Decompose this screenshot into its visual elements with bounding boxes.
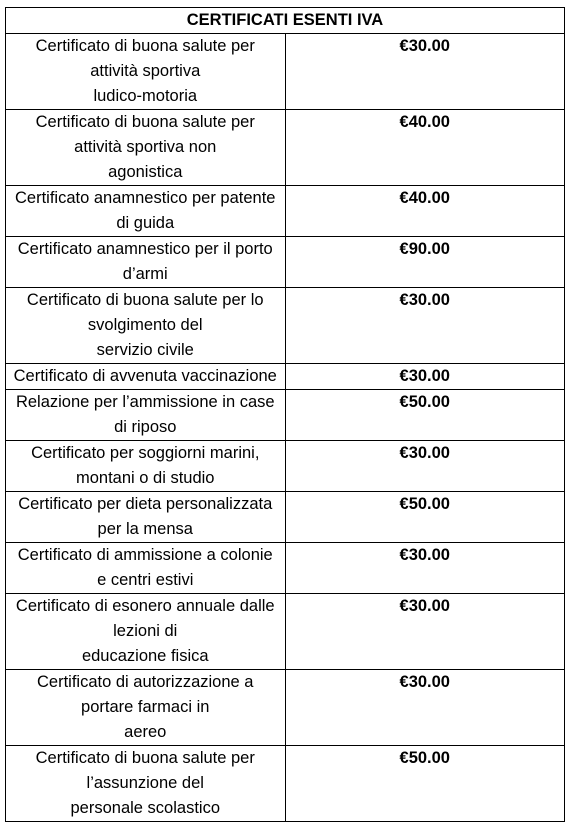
table-header-row bbox=[6, 8, 565, 34]
certificate-description bbox=[6, 594, 286, 670]
certificate-description-line: ludico-motoria bbox=[93, 87, 198, 105]
certificate-price: €90.00 bbox=[285, 237, 565, 288]
vat-exempt-certificates-table bbox=[5, 7, 565, 822]
certificate-description bbox=[6, 390, 286, 441]
table-row bbox=[6, 364, 565, 390]
certificate-description-line: Certificato di buona salute per lo svolgimento del bbox=[26, 291, 264, 334]
certificate-description bbox=[6, 237, 286, 288]
certificate-description bbox=[6, 364, 286, 390]
certificate-description bbox=[6, 746, 286, 822]
certificate-description bbox=[6, 34, 286, 110]
table-body bbox=[6, 8, 565, 822]
certificate-description-line: educazione fisica bbox=[81, 647, 209, 665]
certificate-description-line: agonistica bbox=[108, 163, 183, 181]
certificate-price: €50.00 bbox=[285, 746, 565, 822]
certificate-price: €30.00 bbox=[285, 441, 565, 492]
certificate-description bbox=[6, 543, 286, 594]
certificate-price: €50.00 bbox=[285, 390, 565, 441]
certificate-price: €50.00 bbox=[285, 492, 565, 543]
certificate-price: €30.00 bbox=[285, 594, 565, 670]
certificate-description-line: Relazione per l’ammissione in case di riposo bbox=[15, 393, 275, 436]
certificate-price: €30.00 bbox=[285, 543, 565, 594]
table-row bbox=[6, 34, 565, 110]
certificate-description bbox=[6, 670, 286, 746]
certificate-description bbox=[6, 441, 286, 492]
certificate-description bbox=[6, 186, 286, 237]
certificate-description-line: Certificato anamnestico per patente di guida bbox=[15, 189, 276, 232]
table-row bbox=[6, 492, 565, 543]
certificate-description-line: aereo bbox=[124, 723, 167, 741]
table-row bbox=[6, 543, 565, 594]
certificate-description-line: Certificato per dieta personalizzata per la mensa bbox=[18, 495, 273, 538]
certificate-description-line: Certificato di esonero annuale dalle lezioni di bbox=[15, 597, 275, 640]
certificate-description bbox=[6, 110, 286, 186]
certificate-description-line: Certificato di avvenuta vaccinazione bbox=[13, 367, 277, 385]
certificate-description bbox=[6, 492, 286, 543]
certificate-price: €40.00 bbox=[285, 110, 565, 186]
certificate-description-line: personale scolastico bbox=[70, 799, 220, 817]
table-row bbox=[6, 237, 565, 288]
certificate-description-line: Certificato di ammissione a colonie e centri estivi bbox=[17, 546, 273, 589]
table-row bbox=[6, 110, 565, 186]
certificate-description-line: Certificato per soggiorni marini, montani o di studio bbox=[31, 444, 260, 487]
certificate-description-line: Certificato anamnestico per il porto d’armi bbox=[17, 240, 273, 283]
certificate-price: €40.00 bbox=[285, 186, 565, 237]
certificate-description-line: Certificato di buona salute per l’assunzione del bbox=[35, 749, 255, 792]
table-row bbox=[6, 390, 565, 441]
certificate-price: €30.00 bbox=[285, 670, 565, 746]
certificate-description bbox=[6, 288, 286, 364]
certificate-description-line: servizio civile bbox=[96, 341, 194, 359]
table-row bbox=[6, 746, 565, 822]
table-row bbox=[6, 441, 565, 492]
certificate-price: €30.00 bbox=[285, 288, 565, 364]
table-row bbox=[6, 288, 565, 364]
table-title: CERTIFICATI ESENTI IVA bbox=[6, 8, 565, 34]
certificate-description-line: Certificato di buona salute per attività sportiva non bbox=[35, 113, 255, 156]
table-row bbox=[6, 670, 565, 746]
table-row bbox=[6, 186, 565, 237]
certificate-description-line: Certificato di autorizzazione a portare farmaci in bbox=[37, 673, 254, 716]
certificate-price: €30.00 bbox=[285, 364, 565, 390]
certificate-price: €30.00 bbox=[285, 34, 565, 110]
certificate-description-line: Certificato di buona salute per attività sportiva bbox=[35, 37, 255, 80]
table-row bbox=[6, 594, 565, 670]
